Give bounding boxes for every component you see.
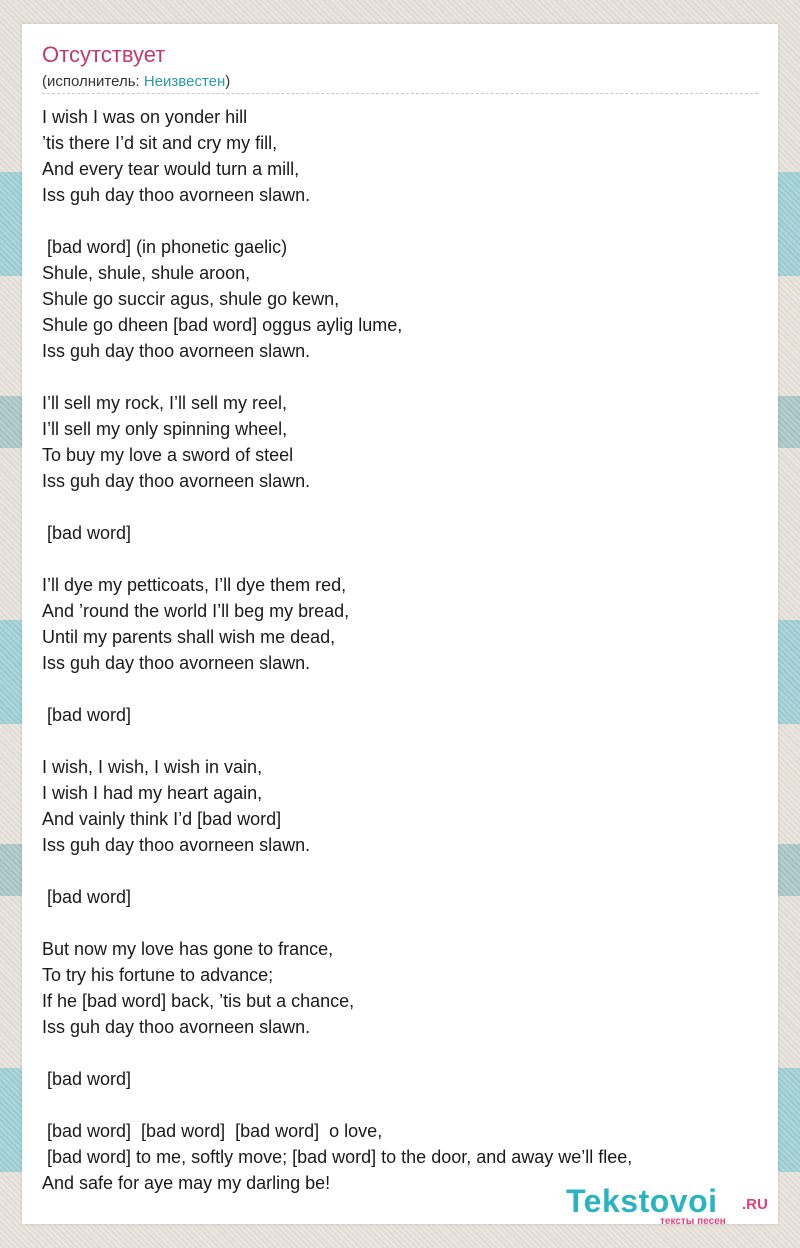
- lyric-line: [42, 858, 632, 884]
- lyric-line: [42, 494, 632, 520]
- artist-link[interactable]: Неизвестен: [143, 73, 226, 90]
- lyric-line: Iss guh day thoo avorneen slawn.: [42, 185, 311, 205]
- lyric-line: I wish, I wish, I wish in vain,: [42, 757, 263, 777]
- lyric-line: But now my love has gone to france,: [42, 939, 334, 959]
- lyric-line: Iss guh day thoo avorneen slawn.: [42, 835, 311, 855]
- site-logo[interactable]: [566, 1183, 786, 1229]
- lyric-line: I wish I had my heart again,: [42, 783, 263, 803]
- lyric-line: [42, 728, 632, 754]
- lyric-line: Shule, shule, shule aroon,: [42, 263, 251, 283]
- lyric-line: Iss guh day thoo avorneen slawn.: [42, 471, 311, 491]
- song-title: Отсутствует: [42, 42, 166, 67]
- lyric-line: ’tis there I’d sit and cry my fill,: [42, 133, 278, 153]
- logo-tld: .RU: [742, 1196, 768, 1213]
- lyric-line: Iss guh day thoo avorneen slawn.: [42, 653, 311, 673]
- lyric-line: And vainly think I’d [bad word]: [42, 809, 282, 829]
- lyric-line: [bad word] to me, softly move; [bad word] to the door, and away we’ll flee,: [42, 1147, 633, 1167]
- lyric-line: I’ll sell my only spinning wheel,: [42, 419, 288, 439]
- lyric-line: [42, 676, 632, 702]
- lyric-line: [42, 1040, 632, 1066]
- lyric-line: Until my parents shall wish me dead,: [42, 627, 336, 647]
- artist-line: [42, 73, 230, 90]
- logo-wordmark: Tekstovoi: [566, 1183, 718, 1219]
- lyric-line: I wish I was on yonder hill: [42, 107, 248, 127]
- lyric-line: If he [bad word] back, ’tis but a chance,: [42, 991, 355, 1011]
- lyric-line: Iss guh day thoo avorneen slawn.: [42, 341, 311, 361]
- lyric-line: And every tear would turn a mill,: [42, 159, 300, 179]
- lyric-line: To buy my love a sword of steel: [42, 445, 294, 465]
- lyric-line: [bad word]: [42, 887, 132, 907]
- lyrics-card: [22, 24, 778, 1224]
- logo-tagline: тексты песен: [660, 1216, 726, 1227]
- lyric-line: [42, 208, 632, 234]
- lyric-line: And safe for aye may my darling be!: [42, 1173, 331, 1193]
- lyric-line: [42, 1092, 632, 1118]
- lyric-line: [bad word]: [42, 705, 132, 725]
- lyric-line: Shule go succir agus, shule go kewn,: [42, 289, 340, 309]
- lyric-line: [bad word]: [42, 1069, 132, 1089]
- divider: [42, 93, 758, 94]
- lyric-line: [bad word] (in phonetic gaelic): [42, 237, 288, 257]
- lyric-line: [42, 910, 632, 936]
- artist-suffix: ): [225, 73, 231, 90]
- lyric-line: To try his fortune to advance;: [42, 965, 274, 985]
- lyric-line: [42, 546, 632, 572]
- lyric-line: [bad word]: [42, 523, 132, 543]
- lyrics-text: [42, 104, 632, 1196]
- lyric-line: Shule go dheen [bad word] oggus aylig lume,: [42, 315, 403, 335]
- lyric-line: [bad word] [bad word] [bad word] o love,: [42, 1121, 383, 1141]
- lyric-line: Iss guh day thoo avorneen slawn.: [42, 1017, 311, 1037]
- lyric-line: And ’round the world I’ll beg my bread,: [42, 601, 350, 621]
- artist-prefix: (исполнитель:: [42, 73, 144, 90]
- lyric-line: I’ll dye my petticoats, I’ll dye them red,: [42, 575, 347, 595]
- lyric-line: [42, 364, 632, 390]
- lyric-line: I’ll sell my rock, I’ll sell my reel,: [42, 393, 288, 413]
